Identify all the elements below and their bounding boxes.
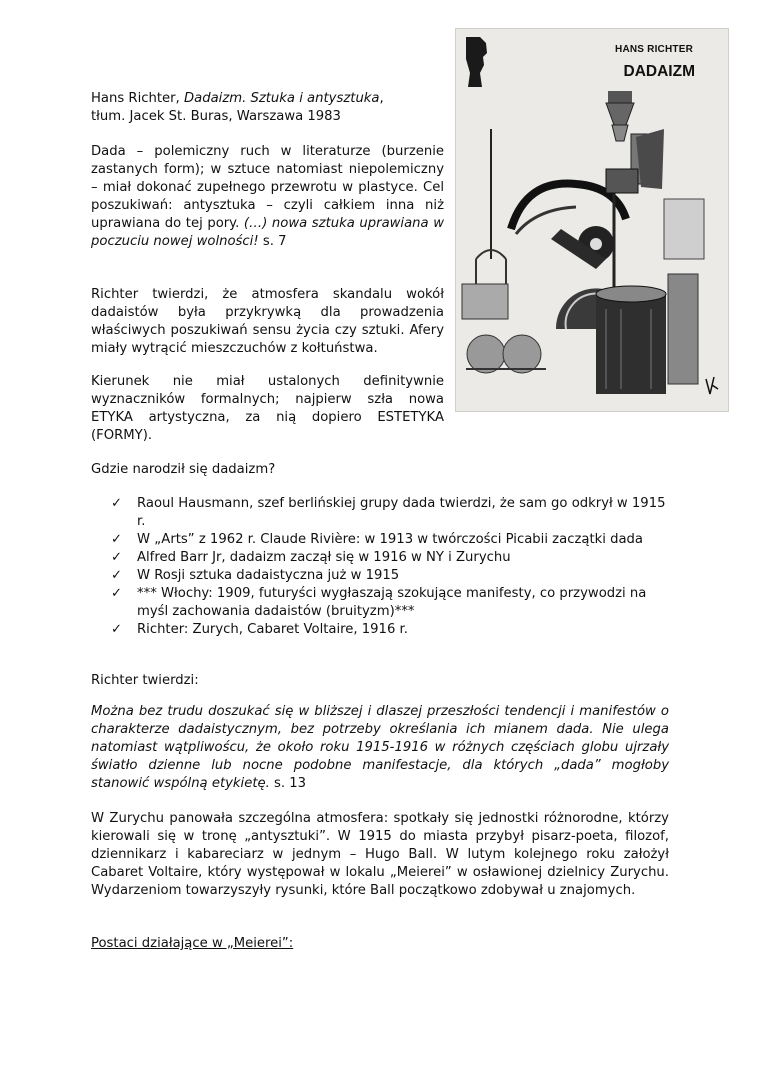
dada-definition-paragraph — [91, 143, 444, 251]
citation-translation: tłum. Jacek St. Buras, Warszawa 1983 — [91, 109, 341, 124]
dada-collage-artwork — [456, 29, 728, 411]
check-icon: ✓ — [111, 496, 123, 511]
meierei-heading-text: Postaci działające w „Meierei”: — [91, 936, 294, 951]
dada-page-ref: s. 7 — [258, 234, 287, 249]
origin-question: Gdzie narodził się dadaizm? — [91, 462, 276, 477]
check-icon: ✓ — [111, 586, 123, 601]
list-item: ✓ Raoul Hausmann, szef berlińskiej grupy dada twierdzi, że sam go odkrył w 1915 r. — [111, 496, 666, 529]
check-icon: ✓ — [111, 568, 123, 583]
list-item: ✓ Alfred Barr Jr, dadaizm zaczął się w 1916 w NY i Zurychu — [111, 550, 511, 565]
richter-quote-text: Można bez trudu doszukać się w bliższej i dlaszej przeszłości tendencji i manifestów o charakterze dadaistycznym, bez potrzeby określania ich mianem dada. Nie ulega natomiast wątpliwoścu, że około roku 1915-1916 w różnych częściach globu ujrzały światło dzienne lub nocne podobne manifestacje, dla których „dada” mogłoby stanowić wspólną etykietę. — [91, 704, 669, 791]
cover-author: HANS RICHTER — [615, 44, 693, 55]
check-icon: ✓ — [111, 532, 123, 547]
check-icon: ✓ — [111, 550, 123, 565]
richter-quote-page-ref: s. 13 — [269, 776, 307, 791]
richter-quote-paragraph — [91, 703, 669, 793]
list-item: ✓ *** Włochy: 1909, futuryści wygłaszają szokujące manifesty, co przywodzi na myśl zachowania dadaistów (bruityzm)*** — [111, 586, 647, 619]
origin-checklist — [91, 495, 669, 639]
list-item: ✓ W „Arts” z 1962 r. Claude Rivière: w 1913 w twórczości Picabii zaczątki dada — [111, 532, 644, 547]
richter-paragraph: Richter twierdzi, że atmosfera skandalu wokół dadaistów była przykrywką dla prowadzenia właściwych poszukiwań sensu życia czy sztuki. Afery miały wytrącić mieszczuchów z kołtuństwa. — [91, 287, 444, 356]
citation-author: Hans Richter, — [91, 91, 180, 106]
citation-title: Dadaizm. Sztuka i antysztuka — [183, 91, 380, 106]
meierei-heading — [91, 935, 669, 953]
list-item: ✓ W Rosji sztuka dadaistyczna już w 1915 — [111, 568, 400, 583]
dada-text: Dada – polemiczny ruch w literaturze (burzenie zastanych form); w sztuce natomiast niepolemiczny – miał dokonać zupełnego przewrotu w plastyce. Cel poszukiwań: antysztuka – czyli całkiem inna niż uprawiana do tej pory. — [91, 144, 444, 231]
richter-says-label: Richter twierdzi: — [91, 673, 199, 688]
zurych-paragraph: W Zurychu panowała szczególna atmosfera: spotkały się jednostki różnorodne, którzy kierowali się w tronę „antysztuki”. W 1915 do miasta przybył pisarz-poeta, filozof, dziennikarz i kabareciarz w jednym – Hugo Ball. W lutym kolejnego roku założył Cabaret Voltaire, który występował w lokalu „Meierei” w osławionej dzielnicy Zurychu. Wydarzeniom towarzyszyły rysunki, które Ball początkowo zdobywał u znajomych. — [91, 811, 669, 898]
check-icon: ✓ — [111, 622, 123, 637]
cover-title: DADAIZM — [623, 63, 695, 80]
kierunek-paragraph: Kierunek nie miał ustalonych definitywnie wyznaczników formalnych; najpierw szła nowa ETYKA artystyczna, za nią dopiero ESTETYKA (FORMY). — [91, 374, 444, 443]
dada-quote: (…) nowa sztuka uprawiana w poczuciu nowej wolności! — [91, 216, 444, 249]
book-citation — [91, 90, 444, 126]
list-item: ✓ Richter: Zurych, Cabaret Voltaire, 1916 r. — [111, 622, 408, 637]
book-cover-image — [455, 28, 729, 412]
citation-comma: , — [379, 91, 384, 106]
